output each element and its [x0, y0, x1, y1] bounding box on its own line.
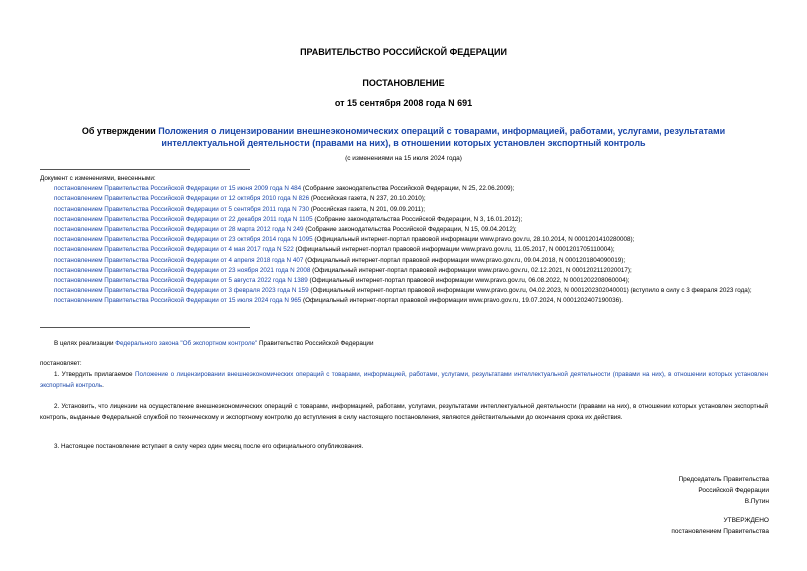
amendment-link[interactable]: постановлением Правительства Российской Федерации от 23 ноября 2021 года N 2008 — [54, 266, 311, 274]
divider-bottom — [40, 327, 250, 328]
signer-position-2: Российской Федерации — [698, 487, 769, 494]
decrees-word: постановляет: — [40, 360, 82, 367]
export-control-law-link[interactable]: Федерального закона "Об экспортном контроле" — [115, 340, 258, 347]
amendment-item — [40, 296, 780, 306]
amendments-list — [40, 174, 780, 307]
approved-title: УТВЕРЖДЕНО — [723, 517, 769, 524]
approval-block — [671, 515, 769, 537]
amendment-link[interactable]: постановлением Правительства Российской Федерации от 4 мая 2017 года N 522 — [54, 246, 294, 254]
amendment-item — [40, 266, 780, 276]
amendment-source: (Официальный интернет-портал правовой информации www.pravo.gov.ru, 09.04.2018, N 0001201804090019); — [303, 256, 626, 264]
amendment-source: (Собрание законодательства Российской Федерации, N 3, 16.01.2012); — [312, 215, 523, 223]
amendment-item — [40, 286, 780, 296]
item-1-after: . — [102, 381, 104, 389]
amendment-item — [40, 194, 780, 204]
amendment-source: (Российская газета, N 237, 20.10.2010); — [309, 195, 426, 203]
regulation-link[interactable]: Положение о лицензировании внешнеэкономических операций с товарами, информацией, работами, услугами, результатами интеллектуальной деятельности (правами на них), в отношении которых установлен экспортный контроль — [40, 371, 768, 389]
amendment-link[interactable]: постановлением Правительства Российской Федерации от 5 сентября 2011 года N 730 — [54, 205, 309, 213]
signer-position-1: Председатель Правительства — [678, 476, 769, 483]
amendment-source: (Собрание законодательства Российской Федерации, N 15, 09.04.2012); — [303, 226, 517, 234]
item-1 — [40, 370, 768, 391]
amendment-source: (Официальный интернет-портал правовой информации www.pravo.gov.ru, 02.12.2021, N 0001202112020017); — [310, 266, 632, 274]
amendment-link[interactable]: постановлением Правительства Российской Федерации от 15 июля 2024 года N 965 — [54, 297, 302, 305]
revision-note: (с изменениями на 15 июля 2024 года) — [345, 155, 462, 162]
preamble — [40, 339, 768, 350]
amendments-intro: Документ с изменениями, внесенными: — [40, 175, 156, 182]
signature-block — [678, 474, 769, 507]
document-title — [40, 125, 767, 149]
amendment-item — [40, 184, 780, 194]
amendment-source: (Официальный интернет-портал правовой информации www.pravo.gov.ru, 06.08.2022, N 0001202208060004); — [307, 277, 630, 285]
item-3: 3. Настоящее постановление вступает в силу через один месяц после его официального опубликования. — [54, 443, 364, 450]
title-regulation-link[interactable]: Положения о лицензировании внешнеэкономических операций с товарами, информацией, работами, услугами, результатами интеллектуальной деятельности (правами на них), в отношении которых установлен экспортный контроль — [158, 126, 726, 148]
amendment-item — [40, 235, 780, 245]
amendment-source: (Официальный интернет-портал правовой информации www.pravo.gov.ru, 19.07.2024, N 0001202407190036). — [301, 297, 624, 305]
amendment-link[interactable]: постановлением Правительства Российской Федерации от 5 августа 2022 года N 1389 — [54, 277, 308, 285]
amendment-item — [40, 245, 780, 255]
signer-name: В.Путин — [744, 498, 769, 505]
divider-top — [40, 169, 250, 170]
preamble-after: Правительство Российской Федерации — [257, 340, 374, 347]
title-prefix: Об утверждении — [81, 126, 159, 136]
amendment-link[interactable]: постановлением Правительства Российской Федерации от 28 марта 2012 года N 249 — [54, 226, 304, 234]
amendment-link[interactable]: постановлением Правительства Российской Федерации от 15 июня 2009 года N 484 — [54, 185, 302, 193]
amendment-source: (Официальный интернет-портал правовой информации www.pravo.gov.ru, 11.05.2017, N 0001201705110004); — [293, 246, 615, 254]
document-type: ПОСТАНОВЛЕНИЕ — [362, 78, 445, 88]
amendment-link[interactable]: постановлением Правительства Российской Федерации от 23 октября 2014 года N 1095 — [54, 236, 313, 244]
amendment-source: (Российская газета, N 201, 09.09.2011); — [308, 205, 425, 213]
preamble-before: В целях реализации — [54, 340, 116, 347]
amendment-source: (Официальный интернет-портал правовой информации www.pravo.gov.ru, 04.02.2023, N 0001202302040001) (вступило в силу с 3 февраля 2023 года); — [308, 287, 752, 295]
amendment-item — [40, 256, 780, 266]
amendment-item — [40, 215, 780, 225]
amendment-source: (Официальный интернет-портал правовой информации www.pravo.gov.ru, 28.10.2014, N 0001201410280008); — [312, 236, 635, 244]
amendment-source: (Собрание законодательства Российской Федерации, N 25, 22.06.2009); — [301, 185, 515, 193]
document-date-number: от 15 сентября 2008 года N 691 — [334, 98, 473, 108]
amendment-item — [40, 225, 780, 235]
item-1-before: 1. Утвердить прилагаемое — [54, 371, 135, 378]
government-heading: ПРАВИТЕЛЬСТВО РОССИЙСКОЙ ФЕДЕРАЦИИ — [300, 47, 507, 57]
amendment-link[interactable]: постановлением Правительства Российской Федерации от 12 октября 2010 года N 826 — [54, 195, 310, 203]
amendment-item — [40, 276, 780, 286]
amendment-link[interactable]: постановлением Правительства Российской Федерации от 4 апреля 2018 года N 407 — [54, 256, 304, 264]
item-2: 2. Установить, что лицензии на осуществление внешнеэкономических операций с товарами, информацией, работами, услугами, результатами интеллектуальной деятельности (правами на них), в отношении которых установлен экспортный контроль, выданные Федеральной службой по техническому и экспортному контролю до вступления в силу настоящего постановления, являются действительными до окончания срока их действия. — [40, 403, 768, 421]
approved-by: постановлением Правительства — [671, 528, 769, 535]
amendment-item — [40, 205, 780, 215]
amendment-link[interactable]: постановлением Правительства Российской Федерации от 3 февраля 2023 года N 159 — [54, 287, 309, 295]
amendment-link[interactable]: постановлением Правительства Российской Федерации от 22 декабря 2011 года N 1105 — [54, 215, 313, 223]
